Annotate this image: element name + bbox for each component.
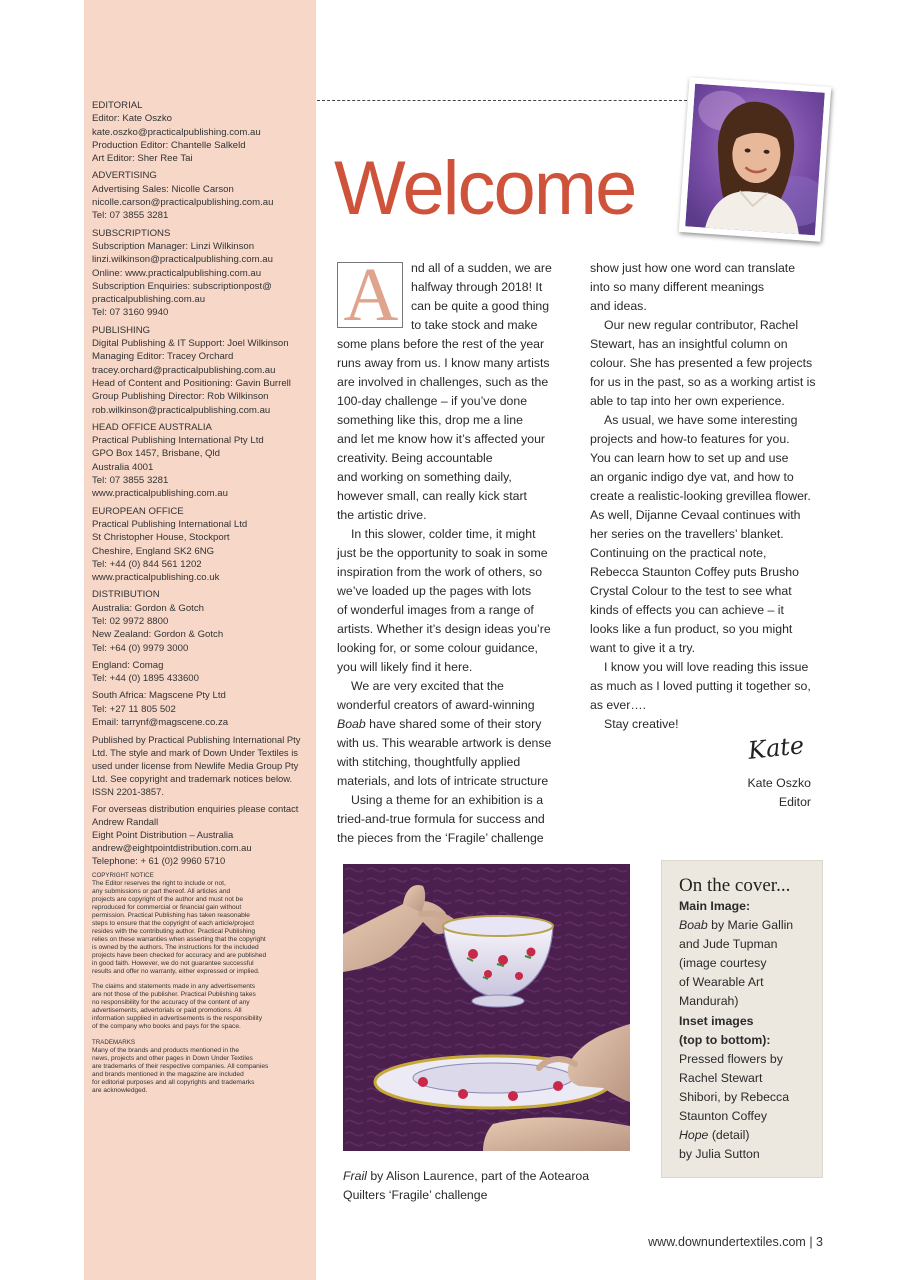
text-line: creativity. Being accountable (337, 451, 493, 465)
text-line: materials, and lots of intricate structure (337, 774, 549, 788)
cover-line (679, 916, 793, 935)
text-line: can be quite a good thing (411, 299, 550, 313)
article-paragraph (590, 411, 826, 658)
head-office-line: www.practicalpublishing.com.au (92, 488, 228, 500)
european-office-title: EUROPEAN OFFICE (92, 505, 184, 517)
article-paragraph (590, 715, 826, 734)
published-by-section (92, 733, 312, 798)
inset-images-label: (top to bottom): (679, 1032, 771, 1047)
boab-title: Boab (679, 918, 708, 933)
article-paragraph (590, 316, 826, 411)
copyright-line: any submissions or part thereof. All articles and (92, 888, 231, 896)
cover-line: Rachel Stewart (679, 1070, 763, 1085)
trademarks-line: and brands mentioned in the magazine are included (92, 1071, 244, 1079)
text-line: able to tap into her own experience. (590, 394, 785, 408)
head-office-line: GPO Box 1457, Brisbane, Qld (92, 448, 220, 460)
text-line: some plans before the rest of the year (337, 337, 545, 351)
text-line: 100-day challenge – if you’ve done (337, 394, 528, 408)
cover-line: by Julia Sutton (679, 1147, 760, 1162)
copyright-line: The Editor reserves the right to include or not, (92, 880, 226, 888)
boab-title: Boab (337, 717, 366, 731)
page-title: Welcome (334, 146, 636, 231)
claims-line: The claims and statements made in any advertisements (92, 983, 256, 991)
text-line (337, 715, 569, 734)
text-line: Rebecca Staunton Coffey puts Brusho (590, 565, 799, 579)
text-line: are involved in challenges, such as the (337, 375, 549, 389)
claims-line: are not those of the publisher. Practical Publishing takes (92, 991, 256, 999)
text-fragment: have shared some of their story (365, 717, 542, 731)
text-line: runs away from us. I know many artists (337, 356, 550, 370)
copyright-line: relies on these warranties when asserting that the copyright (92, 936, 266, 944)
text-line: you will likely find it here. (337, 660, 473, 674)
subscriptions-line: Subscription Enquiries: subscriptionpost@ (92, 280, 272, 292)
copyright-line: results and offer no warranty, either expressed or implied. (92, 968, 260, 976)
artwork-title: Frail (343, 1169, 367, 1183)
text-line: the pieces from the ‘Fragile’ challenge (337, 831, 544, 845)
editor-portrait-image (685, 84, 825, 236)
text-line: As well, Dijanne Cevaal continues with (590, 508, 801, 522)
text-line: create a realistic-looking grevillea flower. (590, 489, 811, 503)
european-office-line: St Christopher House, Stockport (92, 532, 230, 544)
head-office-line: Australia 4001 (92, 461, 154, 473)
cover-line: Pressed flowers by (679, 1051, 783, 1066)
cover-line: Shibori, by Rebecca (679, 1089, 790, 1104)
editorial-line: Art Editor: Sher Ree Tai (92, 153, 193, 165)
text-line: Our new regular contributor, Rachel (604, 318, 799, 332)
head-office-line: Practical Publishing International Pty Ltd (92, 435, 264, 447)
text-line: we’ve loaded up the pages with lots (337, 584, 532, 598)
publishing-line: Managing Editor: Tracey Orchard (92, 351, 234, 363)
trademarks-line: for editorial purposes and all copyrights and trademarks (92, 1079, 255, 1087)
advertising-line: Advertising Sales: Nicolle Carson (92, 183, 234, 195)
overseas-section (92, 802, 312, 867)
publishing-section (92, 324, 312, 417)
article-paragraph (337, 525, 569, 677)
advertising-line: nicolle.carson@practicalpublishing.com.au (92, 197, 274, 209)
overseas-line: Andrew Randall (92, 816, 159, 828)
european-office-line: Practical Publishing International Ltd (92, 518, 248, 530)
text-line: artists. Whether it’s design ideas you’re (337, 622, 551, 636)
published-by-line: Ltd. The style and mark of Down Under Textiles is (92, 747, 298, 759)
european-office-line: Tel: +44 (0) 844 561 1202 (92, 558, 202, 570)
distribution-line: Tel: 02 9972 8800 (92, 615, 169, 627)
south-africa-line: Tel: +27 11 805 502 (92, 703, 176, 715)
overseas-line: Telephone: + 61 (0)2 9960 5710 (92, 855, 226, 867)
copyright-line: reproduced for commercial or financial gain without (92, 904, 242, 912)
text-line: In this slower, colder time, it might (351, 527, 536, 541)
publishing-line: rob.wilkinson@practicalpublishing.com.au (92, 404, 271, 416)
text-line: Continuing on the practical note, (590, 546, 767, 560)
copyright-notice (92, 871, 312, 976)
text-line: and let me know how it’s affected your (337, 432, 546, 446)
text-line: want to give it a try. (590, 641, 696, 655)
text-line: the artistic drive. (337, 508, 427, 522)
england-line: England: Comag (92, 659, 164, 671)
trademarks-notice (92, 1038, 312, 1095)
subscriptions-line: practicalpublishing.com.au (92, 294, 206, 306)
text-line: as much as I loved putting it together so, (590, 679, 811, 693)
text-line: her series on the travellers’ blanket. (590, 527, 784, 541)
text-line: just be the opportunity to soak in some (337, 546, 548, 560)
text-line: Stewart, has an insightful column on (590, 337, 788, 351)
head-office-section (92, 421, 312, 501)
overseas-line: For overseas distribution enquiries please contact (92, 803, 299, 815)
trademarks-line: are trademarks of their respective companies. All companies (92, 1063, 269, 1071)
published-by-line: ISSN 2201-3857. (92, 786, 164, 798)
subscriptions-line: Subscription Manager: Linzi Wilkinson (92, 240, 255, 252)
european-office-section (92, 505, 312, 585)
text-line: however small, can really kick start (337, 489, 527, 503)
text-line: into so many different meanings (590, 280, 765, 294)
text-line: We are very excited that the (351, 679, 504, 693)
editor-role: Editor (778, 795, 811, 809)
article-column-1 (337, 259, 569, 848)
text-line: show just how one word can translate (590, 261, 796, 275)
advertising-title: ADVERTISING (92, 170, 157, 182)
publishing-line: tracey.orchard@practicalpublishing.com.au (92, 364, 276, 376)
copyright-title: COPYRIGHT NOTICE (92, 872, 154, 880)
claims-notice (92, 983, 312, 1031)
article-paragraph (337, 259, 569, 525)
caption-line (343, 1167, 643, 1186)
cover-line (679, 1126, 793, 1145)
south-africa-section (92, 689, 312, 729)
text-line: colour. She has presented a few projects (590, 356, 813, 370)
claims-line: no responsibility for the accuracy of the content of any (92, 999, 250, 1007)
article-paragraph (590, 658, 826, 715)
editor-name: Kate Oszko (747, 776, 811, 790)
text-line: You can learn how to set up and use (590, 451, 789, 465)
head-office-line: Tel: 07 3855 3281 (92, 475, 169, 487)
article-column-2 (590, 259, 826, 734)
published-by-line: used under license from Newlife Media Group Pty (92, 760, 299, 772)
text-line: with us. This wearable artwork is dense (337, 736, 552, 750)
cover-box-content (679, 897, 793, 1164)
england-section (92, 659, 312, 686)
claims-line: of the company who books and pays for the space. (92, 1023, 241, 1031)
editorial-title: EDITORIAL (92, 100, 143, 111)
text-line: looks like a fun product, so you might (590, 622, 793, 636)
subscriptions-title: SUBSCRIPTIONS (92, 227, 171, 239)
main-image-label: Main Image: (679, 899, 751, 913)
article-paragraph (337, 791, 569, 848)
european-office-line: Cheshire, England SK2 6NG (92, 545, 215, 557)
trademarks-title: TRADEMARKS (92, 1039, 135, 1047)
copyright-line: resides with the contributing author. Practical Publishing (92, 928, 256, 936)
caption-text: by Alison Laurence, part of the Aotearoa (366, 1169, 590, 1183)
cover-line: and Jude Tupman (679, 937, 778, 952)
text-line: tried-and-true formula for success and (337, 812, 545, 826)
distribution-line: New Zealand: Gordon & Gotch (92, 629, 224, 641)
overseas-line: Eight Point Distribution – Australia (92, 829, 234, 841)
text-line: as ever…. (590, 698, 647, 712)
text-line: and working on something daily, (337, 470, 512, 484)
distribution-section (92, 588, 312, 654)
editor-photo (679, 77, 831, 242)
text-line: for us in the past, so as a working artist is (590, 375, 816, 389)
text-line: halfway through 2018! It (411, 280, 543, 294)
copyright-line: in good faith. However, we do not guarantee successful (92, 960, 254, 968)
copyright-line: is owned by the authors. The instructions for the included (92, 944, 259, 952)
editor-signature: Kate (746, 731, 806, 765)
subscriptions-line: linzi.wilkinson@practicalpublishing.com.au (92, 254, 273, 266)
text-line: Stay creative! (604, 717, 679, 731)
editorial-line: Production Editor: Chantelle Salkeld (92, 139, 246, 151)
text-line: with stitching, thoughtfully applied (337, 755, 521, 769)
copyright-line: steps to ensure that the copyright of each article/project (92, 920, 255, 928)
copyright-line: projects have been checked for accuracy and are published (92, 952, 267, 960)
trademarks-line: news, projects and other pages in Down Under Textiles (92, 1055, 253, 1063)
cover-line: Mandurah) (679, 994, 739, 1009)
article-paragraph (337, 677, 569, 791)
england-line: Tel: +44 (0) 1895 433600 (92, 673, 199, 685)
trademarks-line: Many of the brands and products mentioned in the (92, 1047, 239, 1055)
text-line: Using a theme for an exhibition is a (351, 793, 544, 807)
text-line: projects and how-to features for you. (590, 432, 790, 446)
editorial-section (92, 99, 312, 165)
hope-title: Hope (679, 1128, 709, 1143)
distribution-line: Australia: Gordon & Gotch (92, 602, 204, 614)
published-by-line: Ltd. See copyright and trademark notices below. (92, 773, 293, 785)
artwork-image (343, 864, 630, 1151)
editorial-line: Editor: Kate Oszko (92, 113, 172, 125)
overseas-line: andrew@eightpointdistribution.com.au (92, 842, 252, 854)
text-line: of wonderful images from a range of (337, 603, 534, 617)
cover-line: Staunton Coffey (679, 1109, 767, 1124)
artwork-caption (343, 1167, 643, 1205)
text-line: to take stock and make (411, 318, 538, 332)
copyright-line: projects are copyright of the author and must not be (92, 896, 244, 904)
editor-signoff (700, 774, 811, 812)
text-line: inspiration from the work of others, so (337, 565, 543, 579)
text-line: nd all of a sudden, we are (411, 261, 552, 275)
drop-cap-letter: A (343, 253, 399, 337)
subscriptions-section (92, 227, 312, 320)
text-line: kinds of effects you can achieve – it (590, 603, 784, 617)
page-footer: www.downundertextiles.com | 3 (648, 1235, 823, 1249)
copyright-line: permission. Practical Publishing has taken reasonable (92, 912, 250, 920)
publishing-line: Digital Publishing & IT Support: Joel Wilkinson (92, 338, 289, 350)
masthead-sidebar (84, 0, 316, 1280)
european-office-line: www.practicalpublishing.co.uk (92, 572, 220, 584)
cover-line: (image courtesy (679, 956, 767, 971)
subscriptions-line: Online: www.practicalpublishing.com.au (92, 267, 262, 279)
text-line: As usual, we have some interesting (604, 413, 798, 427)
claims-line: advertisements, advertorials or paid promotions. All (92, 1007, 242, 1015)
subscriptions-line: Tel: 07 3160 9940 (92, 307, 169, 319)
cover-text: by Marie Gallin (707, 918, 794, 933)
inset-images-label: Inset images (679, 1013, 754, 1028)
dashed-divider (317, 100, 687, 101)
cover-text: (detail) (708, 1128, 750, 1143)
cover-box-title: On the cover... (679, 875, 791, 896)
text-line: an organic indigo dye vat, and how to (590, 470, 794, 484)
publishing-title: PUBLISHING (92, 324, 151, 336)
advertising-line: Tel: 07 3855 3281 (92, 210, 169, 222)
distribution-title: DISTRIBUTION (92, 589, 160, 601)
text-line: something like this, drop me a line (337, 413, 523, 427)
teacup-artwork-illustration (343, 864, 630, 1151)
published-by-line: Published by Practical Publishing International Pty (92, 734, 301, 746)
text-line: looking for, or some colour guidance, (337, 641, 538, 655)
article-paragraph (590, 259, 826, 316)
publishing-line: Head of Content and Positioning: Gavin Burrell (92, 377, 291, 389)
south-africa-line: Email: tarrynf@magscene.co.za (92, 717, 229, 729)
advertising-section (92, 169, 312, 222)
text-line: I know you will love reading this issue (604, 660, 809, 674)
publishing-line: Group Publishing Director: Rob Wilkinson (92, 391, 269, 403)
south-africa-line: South Africa: Magscene Pty Ltd (92, 690, 226, 702)
text-line: wonderful creators of award-winning (337, 698, 535, 712)
editorial-line: kate.oszko@practicalpublishing.com.au (92, 126, 261, 138)
text-line: and ideas. (590, 299, 647, 313)
distribution-line: Tel: +64 (0) 9979 3000 (92, 642, 189, 654)
head-office-title: HEAD OFFICE AUSTRALIA (92, 421, 212, 433)
caption-line: Quilters ‘Fragile’ challenge (343, 1188, 488, 1202)
text-line: Crystal Colour to the test to see what (590, 584, 792, 598)
claims-line: information supplied in advertisements is the responsibility (92, 1015, 263, 1023)
cover-line: of Wearable Art (679, 975, 764, 990)
masthead-content (92, 99, 312, 1102)
trademarks-line: are acknowledged. (92, 1087, 148, 1095)
